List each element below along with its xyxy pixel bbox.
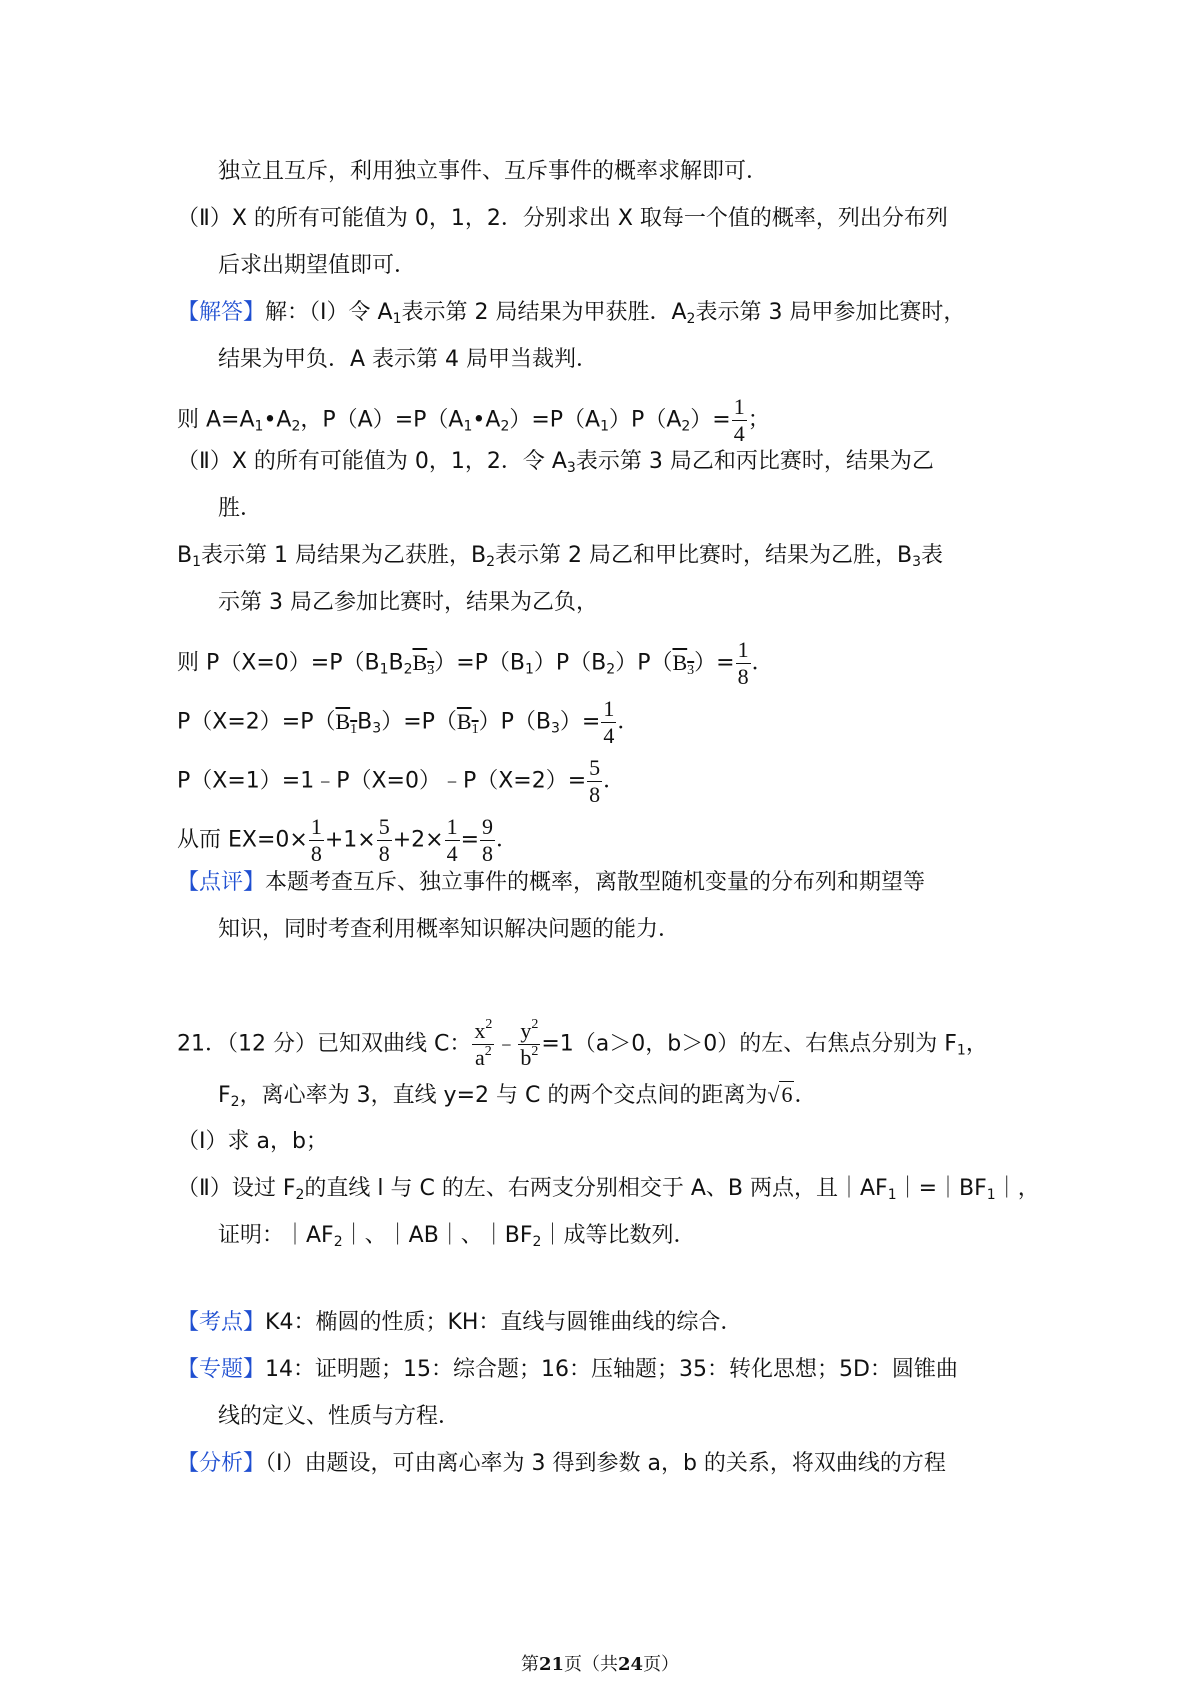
text-line: 线的定义、性质与方程． xyxy=(218,1404,461,1429)
complement-symbol: $B_3$ xyxy=(412,649,435,678)
formula-line: 则 $A=A_1•A_2$，$P(A)=P(A_1•A_2)=P(A_1)P(A_2)=$ $\frac{1}{4}$ ； xyxy=(177,394,770,446)
complement-symbol: $B_1$ xyxy=(456,708,479,737)
page-number: 21 xyxy=(538,1654,564,1675)
text-line: 证明：$|AF_2|$、｜AB｜、$|BF_2|$成等比数列． xyxy=(218,1223,696,1250)
fraction: $\frac{1}{4}$ xyxy=(446,814,458,866)
text-line: （Ⅱ）X 的所有可能值为 0，1，2．分别求出 X 取每一个值的概率，列出分布列 xyxy=(177,206,948,231)
fraction: $\frac{5}{8}$ xyxy=(378,814,390,866)
text-line: 示第 3 局乙参加比赛时，结果为乙负， xyxy=(218,590,598,615)
analysis-line: 【分析】（Ⅰ）由题设，可由离心率为 3 得到参数 a，b 的关系，将双曲线的方程 xyxy=(177,1451,946,1476)
text-line: 结果为甲负．A 表示第 4 局甲当裁判． xyxy=(218,347,599,372)
problem-21-line: 21．（12 分）已知双曲线 C： $\frac{x^2}{a^2}$ ﹣ $\frac{y^2}{b^2}$ =1（a＞0，b＞0）的左、右焦点分别为 $F_1$， xyxy=(177,1017,988,1070)
fraction: $\frac{y^2}{b^2}$ xyxy=(520,1017,539,1070)
solution-line: 【解答】解：（Ⅰ）令 $A_1$表示第 2 局结果为甲获胜．$A_2$表示第 3 局甲参加比赛时， xyxy=(177,300,966,327)
fraction: $\frac{1}{4}$ xyxy=(603,696,615,748)
total-pages: 24 xyxy=(618,1654,644,1675)
text-line: 知识，同时考查利用概率知识解决问题的能力． xyxy=(218,917,681,942)
topic-line: 【专题】14：证明题；15：综合题；16：压轴题；35：转化思想；5D：圆锥曲 xyxy=(177,1357,958,1382)
formula-line: 从而 EX=0× $\frac{1}{8}$ +1× $\frac{5}{8}$ +2× $\frac{1}{4}$ = $\frac{9}{8}$ ． xyxy=(177,814,519,866)
text-line: 独立且互斥，利用独立事件、互斥事件的概率求解即可． xyxy=(218,159,769,184)
text-line: 后求出期望值即可． xyxy=(218,253,417,278)
topic-tag: 【专题】 xyxy=(177,1357,266,1382)
analysis-tag: 【分析】 xyxy=(177,1451,266,1476)
text-line: （Ⅱ）X 的所有可能值为 0，1，2．令 $A_3$表示第 3 局乙和丙比赛时，结果为乙 xyxy=(177,449,934,476)
complement-symbol: $B_3$ xyxy=(672,649,695,678)
solution-tag: 【解答】 xyxy=(177,300,266,325)
text-line: （Ⅱ）设过 $F_2$的直线 l 与 C 的左、右两支分别相交于 A、B 两点，且$|AF_1|=|BF_1|$， xyxy=(177,1176,1040,1203)
text-line: $F_2$，离心率为 3，直线 y=2 与 C 的两个交点间的距离为√6． xyxy=(218,1082,817,1110)
text-line: 胜． xyxy=(218,496,263,521)
fraction: $\frac{1}{4}$ xyxy=(733,394,745,446)
formula-line: $P(X=2)=P(B_1B_3)=P(B_1)P(B_3)=$ $\frac{1}{4}$ ． xyxy=(177,696,640,748)
text-line: （Ⅰ）求 a，b； xyxy=(177,1129,328,1154)
fraction: $\frac{1}{8}$ xyxy=(310,814,322,866)
sqrt-symbol: √6 xyxy=(767,1082,793,1107)
formula-line: P（X=1）=1﹣P（X=0）﹣P（X=2）= $\frac{5}{8}$ ． xyxy=(177,755,626,807)
fraction: $\frac{9}{8}$ xyxy=(482,814,494,866)
fraction: $\frac{x^2}{a^2}$ xyxy=(474,1017,493,1070)
comment-line: 【点评】本题考查互斥、独立事件的概率，离散型随机变量的分布列和期望等 xyxy=(177,870,926,895)
knowledge-point-tag: 【考点】 xyxy=(177,1310,266,1335)
fraction: $\frac{1}{8}$ xyxy=(737,637,749,689)
fraction: $\frac{5}{8}$ xyxy=(589,755,601,807)
complement-symbol: $B_1$ xyxy=(335,708,358,737)
page-footer: 第21页（共24页） xyxy=(520,1654,680,1675)
formula-line: 则 $P(X=0)=P(B_1B_2B_3)=P(B_1)P(B_2)P(B_3)=$ $\frac{1}{8}$ ． xyxy=(177,637,774,689)
knowledge-point-line: 【考点】K4：椭圆的性质；KH：直线与圆锥曲线的综合． xyxy=(177,1310,743,1335)
comment-tag: 【点评】 xyxy=(177,870,266,895)
text-line: $B_1$表示第 1 局结果为乙获胜，$B_2$表示第 2 局乙和甲比赛时，结果为乙胜，$B_3$表 xyxy=(177,543,944,570)
